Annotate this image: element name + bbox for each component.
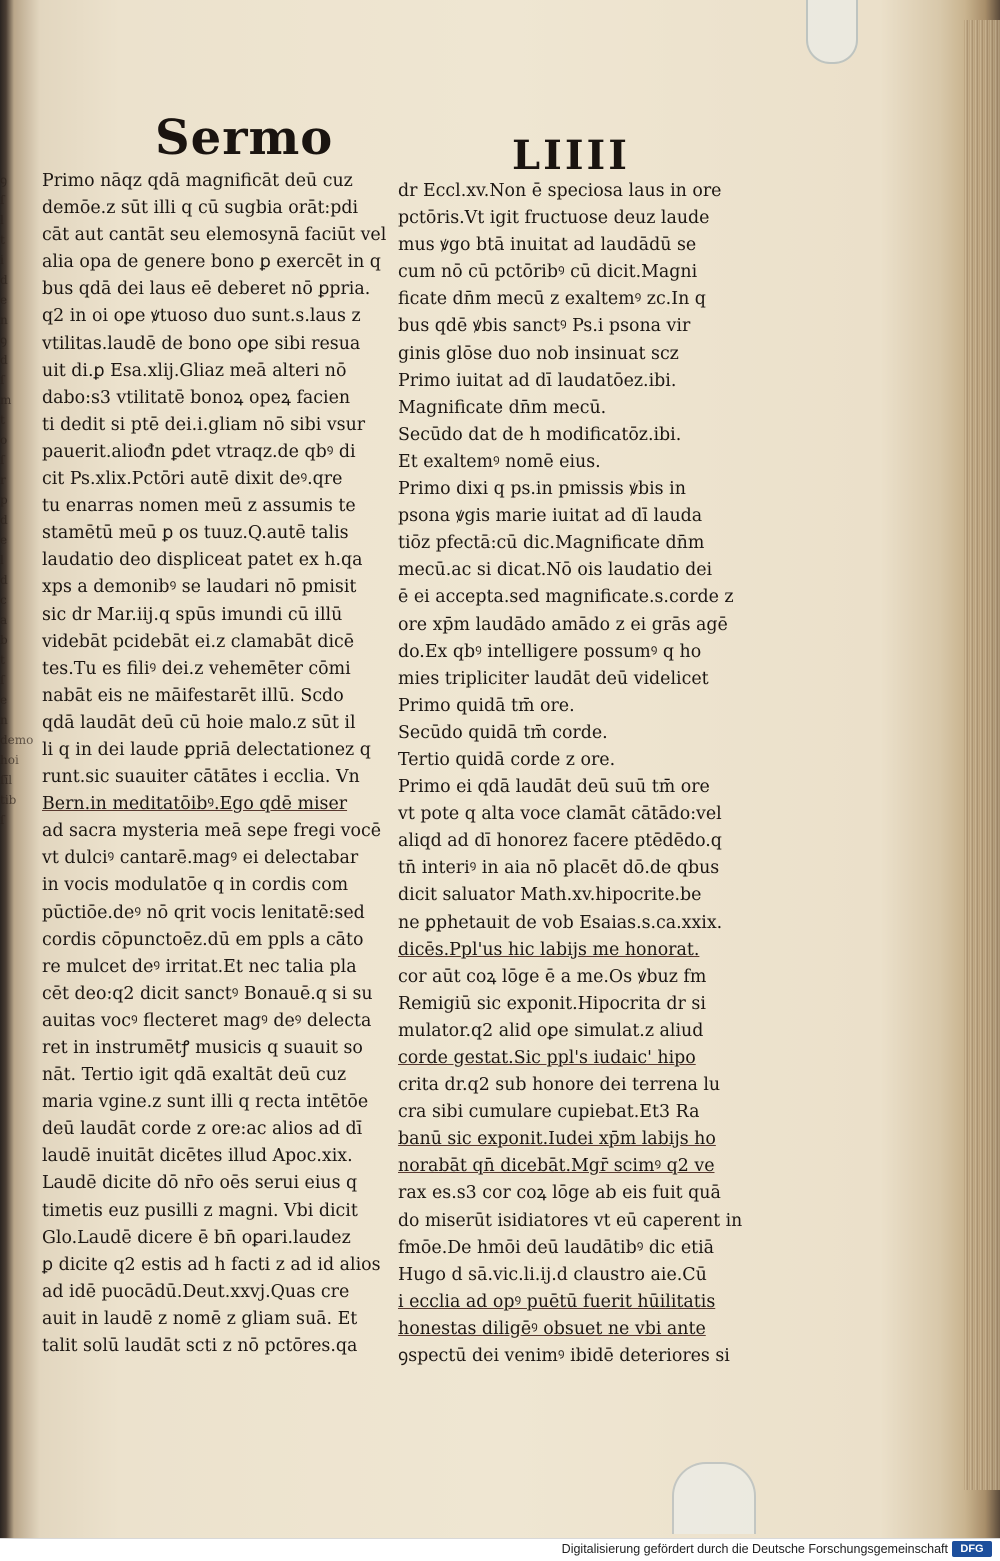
text-line: mulator.q2 alid oꝑe simulat.z aliud xyxy=(398,1020,704,1041)
text-line: bus qdā dei laus eē deberet nō ꝑpria. xyxy=(42,279,371,300)
text-line: i ecclia ad opꝰ puētū fuerit hūilitatis xyxy=(398,1291,716,1312)
text-line: vt dulciꝰ cantarē.magꝰ ei delectabar xyxy=(42,848,359,869)
text-line: stamētū meū ꝑ os tuuz.Q.autē talis xyxy=(42,523,349,544)
text-line: Primo dixi q ps.in pmissis ꝟbis in xyxy=(398,479,686,500)
text-line: Primo nāqz qdā magnificāt deū cuz xyxy=(42,171,353,191)
text-line: ti dedit si ptē dei.i.gliam nō sibi vsur xyxy=(42,414,366,435)
text-line: Primo ei qdā laudāt deū suū tm̄ ore xyxy=(398,777,710,798)
text-line: ad idē puocādū.Deut.xxvj.Quas cre xyxy=(42,1281,350,1302)
margin-fragment: d xyxy=(0,273,8,287)
text-line: timetis euz pusilli z magni. Vbi dicit xyxy=(42,1200,358,1221)
text-line: ret in instrumētꝭ musicis q suauit so xyxy=(42,1038,363,1058)
margin-fragment: r xyxy=(0,473,6,487)
text-line: tes.Tu es filiꝰ dei.z vehemēter cōmi xyxy=(42,658,351,679)
text-line: Tertio quidā corde z ore. xyxy=(398,749,616,770)
text-line: q2 in oi oꝑe ꝟtuoso duo sunt.s.laus z xyxy=(42,306,361,327)
text-line: pctōris.Vt igit fructuose deuz laude xyxy=(398,208,710,229)
text-line: talit solū laudāt scti z nō pctōres.qa xyxy=(42,1336,358,1357)
text-line: bus qdē ꝟbis sanctꝰ Ps.i psona vir xyxy=(398,316,691,337)
text-line: alia opa de genere bono ꝑ exercēt in q xyxy=(42,252,381,273)
text-line: corde gestat.Sic ppl's iudaic' hipo xyxy=(398,1048,696,1068)
text-line: honestas diligēꝰ obsuet ne vbi ante xyxy=(398,1318,706,1339)
text-line: Primo quidā tm̄ ore. xyxy=(398,695,575,716)
text-line: auitas vocꝰ flecteret magꝰ deꝰ delecta xyxy=(42,1010,372,1031)
margin-fragment: t xyxy=(0,413,5,427)
margin-fragment: tib xyxy=(0,793,17,807)
text-line: mus ꝟgo btā inuitat ad laudādū se xyxy=(398,235,697,256)
text-line: ore xp̄m laudādo amādo z ei grās agē xyxy=(398,614,728,635)
text-line: Hugo d sā.vic.li.ij.d claustro aie.Cū xyxy=(398,1264,707,1285)
margin-fragment: b xyxy=(0,633,8,647)
footer-credit: Digitalisierung gefördert durch die Deutsche Forschungsgemeinschaft xyxy=(561,1542,948,1556)
text-line: cit Ps.xlix.Pctōri autē dixit deꝰ.qre xyxy=(42,469,343,490)
margin-fragment: i xyxy=(0,253,4,267)
text-line: Primo iuitat ad dī laudatōez.ibi. xyxy=(398,370,677,391)
margin-fragment: ſ xyxy=(0,373,5,387)
text-line: dr Eccl.xv.Non ē speciosa laus in ore xyxy=(398,181,722,201)
text-line: deū laudāt corde z ore:ac alios ad dī xyxy=(42,1119,363,1140)
margin-fragment: o xyxy=(0,433,8,447)
text-line: ad sacra mysteria meā sepe fregi vocē xyxy=(42,821,381,842)
text-line: mies tripliciter laudāt deū videlicet xyxy=(398,668,709,689)
margin-fragment: t xyxy=(0,233,5,247)
margin-fragment: ſ xyxy=(0,813,5,827)
margin-fragment: t xyxy=(0,653,5,667)
text-line: ē ei accepta.sed magnificate.s.corde z xyxy=(398,587,734,608)
margin-fragment: e xyxy=(0,533,8,547)
margin-fragment: d xyxy=(0,353,8,367)
text-line: ne ꝑphetauit de vob Esaias.s.ca.xxix. xyxy=(398,912,723,933)
text-line: Remigiū sic exponit.Hipocrita dr si xyxy=(398,993,706,1014)
margin-fragment: ꝯ xyxy=(0,173,8,187)
margin-fragment: demo xyxy=(0,733,34,747)
text-line: re mulcet deꝰ irritat.Et nec talia pla xyxy=(42,956,357,977)
text-line: laudē inuitāt dicētes illud Apoc.xix. xyxy=(42,1146,353,1167)
text-line: do miserūt isidiatores vt eū caperent in xyxy=(398,1210,743,1231)
margin-fragment: ꝯ xyxy=(0,333,8,347)
book-page-edges xyxy=(964,20,1000,1490)
margin-fragment: ſ xyxy=(0,453,5,467)
text-line: dicēs.Ppl'us hic labijs me honorat. xyxy=(398,939,700,960)
text-line: xps a demonibꝰ se laudari nō pmisit xyxy=(42,577,357,598)
margin-fragment: n xyxy=(0,313,8,327)
text-line: ginis glōse duo nob insinuat scz xyxy=(398,343,679,364)
text-line: cēt deo:q2 dicit sanctꝰ Bonauē.q si su xyxy=(42,983,373,1004)
footer-bar xyxy=(0,1538,1000,1561)
margin-fragment: l xyxy=(0,213,4,227)
margin-fragment: e xyxy=(0,293,8,307)
text-line: do.Ex qbꝰ intelligere possumꝰ q ho xyxy=(398,641,702,662)
text-line: nāt. Tertio igit qdā exaltāt deū cuz xyxy=(42,1065,347,1086)
text-line: tn̄ interiꝰ in aia nō placēt dō.de qbus xyxy=(398,858,720,879)
text-line: pauerit.aliođn ꝑdet vtraqz.de qbꝰ di xyxy=(42,441,356,462)
left-margin-bleed-text xyxy=(0,170,34,1270)
text-line: runt.sic suauiter cātātes i ecclia. Vn xyxy=(42,767,360,788)
margin-fragment: n xyxy=(0,713,8,727)
margin-fragment: ſīl xyxy=(0,773,13,787)
dfg-logo: DFG xyxy=(952,1541,992,1557)
text-line: Secūdo quidā tm̄ corde. xyxy=(398,722,608,743)
text-line: Glo.Laudē dicere ē bn̄ oꝑari.laudez xyxy=(42,1227,351,1248)
text-line: dicit saluator Math.xv.hipocrite.be xyxy=(398,885,702,906)
margin-fragment: p xyxy=(0,493,8,507)
text-line: aliqd ad dī honorez facere ptēdēdo.q xyxy=(398,831,722,852)
left-text-column xyxy=(42,168,388,1360)
text-line: cum nō cū pctōribꝰ cū dicit.Magni xyxy=(398,262,698,283)
text-line: vt pote q alta voce clamāt cātādo:vel xyxy=(398,804,722,825)
margin-fragment: c xyxy=(0,593,7,607)
margin-fragment: e xyxy=(0,693,8,707)
margin-fragment: ſ xyxy=(0,193,5,207)
text-line: cordis cōpunctoēz.dū em ppls a cāto xyxy=(42,929,364,950)
text-line: Magnificate dn̄m mecū. xyxy=(398,397,607,418)
text-line: in vocis modulatōe q in cordis com xyxy=(42,875,349,896)
text-line: rax es.s3 cor coꝝ lōge ab eis fuit quā xyxy=(398,1183,721,1204)
folio-number: LIIII xyxy=(512,132,630,179)
text-line: crita dr.q2 sub honore dei terrena lu xyxy=(398,1075,721,1096)
text-line: banū sic exponit.Iudei xp̄m labijs ho xyxy=(398,1129,716,1150)
text-line: maria vgine.z sunt illi q recta intētōe xyxy=(42,1092,369,1113)
text-line: qdā laudāt deū cū hoie malo.z sūt il xyxy=(42,712,356,733)
text-line: ficate dn̄m mecū z exaltemꝰ zc.In q xyxy=(398,289,706,310)
text-line: videbāt pcidebāt ei.z clamabāt dicē xyxy=(42,631,355,652)
text-line: ꝑ dicite q2 estis ad h facti z ad id alios xyxy=(42,1254,381,1275)
text-line: Bern.in meditatōibꝰ.Ego qdē miser xyxy=(42,794,348,815)
text-line: pūctiōe.deꝰ nō qrit vocis lenitatē:sed xyxy=(42,902,365,923)
right-text-column xyxy=(398,178,742,1370)
text-line: tu enarras nomen meū z assumis te xyxy=(42,496,356,517)
text-line: fmōe.De hmōi deū laudātibꝰ dic etiā xyxy=(398,1237,715,1258)
margin-fragment: d xyxy=(0,573,8,587)
text-line: cra sibi cumulare cupiebat.Et3 Ra xyxy=(398,1102,700,1123)
page-clip-top xyxy=(806,0,858,64)
text-line: mecū.ac si dicat.Nō ois laudatio dei xyxy=(398,560,713,581)
text-line: Laudē dicite dō nr̄o oēs serui eius q xyxy=(42,1173,358,1194)
text-line: sic dr Mar.iij.q spūs imundi cū illū xyxy=(42,604,343,625)
text-line: vtilitas.laudē de bono oꝑe sibi resua xyxy=(42,333,361,354)
text-line: li q in dei laude ꝑpriā delectationez q xyxy=(42,739,371,760)
text-line: Secūdo dat de h modificatōz.ibi. xyxy=(398,424,682,445)
text-line: laudatio deo displiceat patet ex h.qa xyxy=(42,550,363,571)
text-line: ꝯspectū dei venimꝰ ibidē deteriores si xyxy=(398,1346,730,1367)
text-line: Et exaltemꝰ nomē eius. xyxy=(398,451,601,472)
text-line: cāt aut cantāt seu elemosynā faciūt vel xyxy=(42,225,387,246)
margin-fragment: d xyxy=(0,513,8,527)
margin-fragment: a xyxy=(0,613,8,627)
text-line: tiōz pfectā:cū dic.Magnificate dn̄m xyxy=(398,533,705,554)
margin-fragment: hoi xyxy=(0,753,19,767)
text-line: norabāt qn̄ dicebāt.Mgr̄ scimꝰ q2 ve xyxy=(398,1156,715,1177)
margin-fragment: ſ xyxy=(0,673,5,687)
text-line: dabo:s3 vtilitatē bonoꝝ opeꝝ facien xyxy=(42,387,351,408)
margin-fragment: m xyxy=(0,393,12,407)
text-line: cor aūt coꝝ lōge ē a me.Os ꝟbuz fm xyxy=(398,966,707,987)
text-line: psona ꝟgis marie iuitat ad dī lauda xyxy=(398,506,703,527)
page-clip-bottom xyxy=(672,1462,756,1534)
text-line: demōe.z sūt illi q cū sugbia orāt:pdi xyxy=(42,198,359,219)
margin-fragment: l xyxy=(0,553,4,567)
text-line: uit di.ꝑ Esa.xlij.Gliaz meā alteri nō xyxy=(42,360,347,381)
text-line: nabāt eis ne māifestarēt illū. Scdo xyxy=(42,685,344,706)
text-line: auit in laudē z nomē z gliam suā. Et xyxy=(42,1308,358,1329)
running-head: Sermo xyxy=(155,110,334,166)
